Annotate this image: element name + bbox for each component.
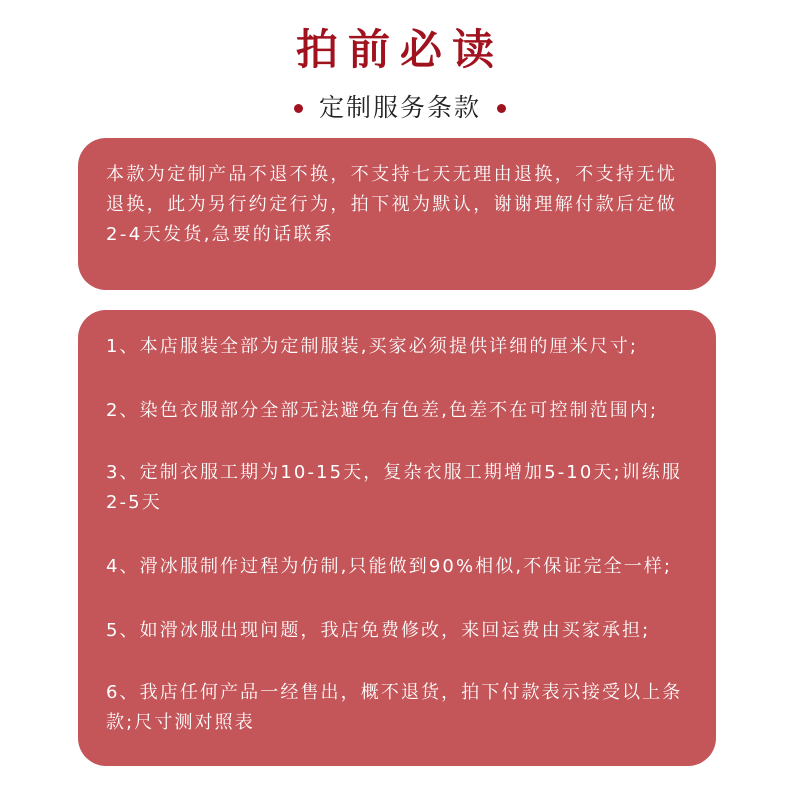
subtitle-row	[0, 88, 800, 128]
page-title: 拍前必读	[295, 25, 504, 74]
term-item-2: 2、染色衣服部分全部无法避免有色差,色差不在可控制范围内;	[106, 400, 659, 421]
terms-box	[78, 310, 716, 766]
term-item-6: 6、我店任何产品一经售出，概不退货，拍下付款表示接受以上条款;尺寸测对照表	[106, 682, 683, 733]
term-item-4: 4、滑冰服制作过程为仿制,只能做到90%相似,不保证完全一样;	[106, 556, 673, 577]
term-item-3: 3、定制衣服工期为10-15天，复杂衣服工期增加5-10天;训练服2-5天	[106, 462, 682, 513]
bullet-dot-left	[294, 104, 303, 113]
notice-box	[78, 138, 716, 290]
term-item-5: 5、如滑冰服出现问题，我店免费修改，来回运费由买家承担;	[106, 620, 651, 641]
term-item-1: 1、本店服装全部为定制服装,买家必须提供详细的厘米尺寸;	[106, 336, 639, 357]
bullet-dot-right	[497, 104, 506, 113]
page-subtitle: 定制服务条款	[318, 93, 481, 122]
notice-text: 本款为定制产品不退不换，不支持七天无理由退换，不支持无忧退换，此为另行约定行为，拍下视为默认，谢谢理解付款后定做2-4天发货,急要的话联系	[106, 164, 678, 245]
